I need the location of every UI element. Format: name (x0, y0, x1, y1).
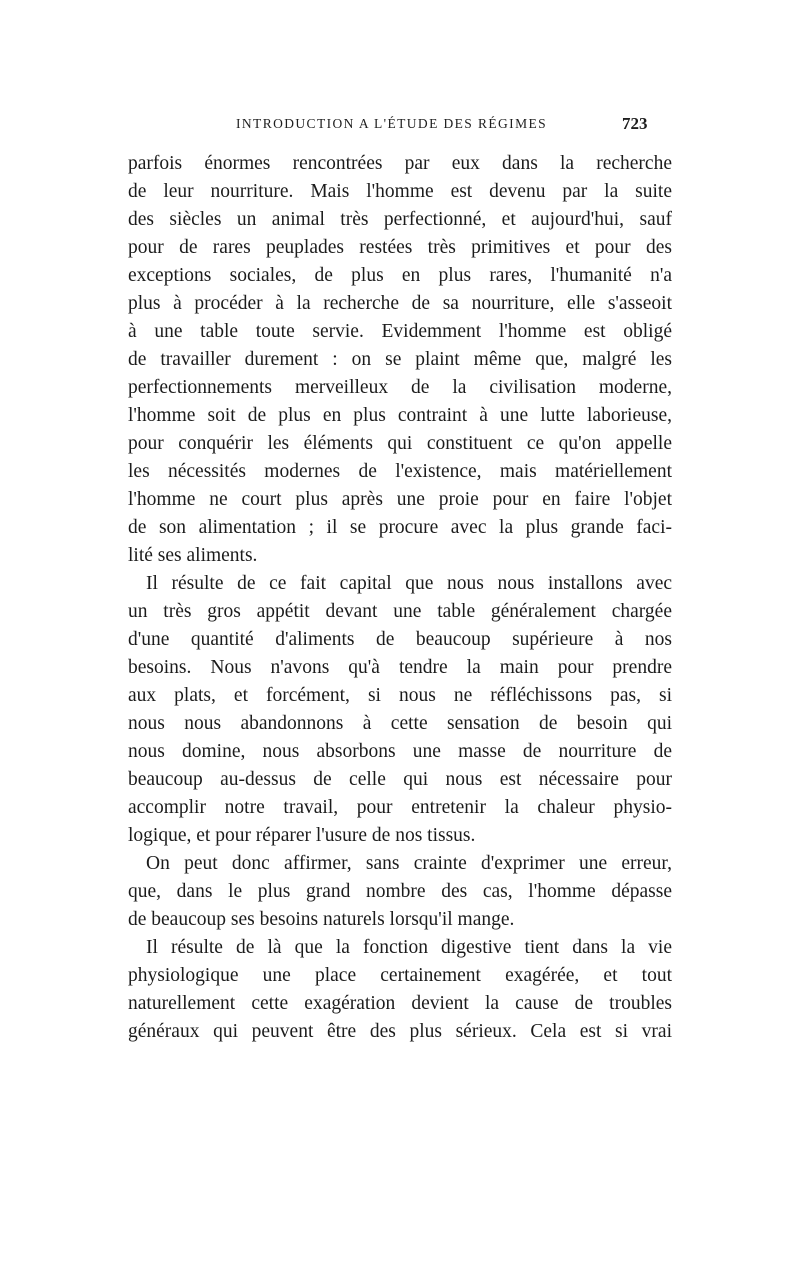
text-line: beaucoup au-dessus de celle qui nous est nécessaire pour (128, 769, 672, 790)
text-line: les nécessités modernes de l'existence, mais matériellement (128, 461, 672, 482)
text-line: nous nous abandonnons à cette sensation de besoin qui (128, 713, 672, 734)
text-line: besoins. Nous n'avons qu'à tendre la main pour prendre (128, 657, 672, 678)
text-line: de travailler durement : on se plaint même que, malgré les (128, 349, 672, 370)
text-line: nous domine, nous absorbons une masse de nourriture de (128, 741, 672, 762)
text-line: physiologique une place certainement exagérée, et tout (128, 965, 672, 986)
text-line: parfois énormes rencontrées par eux dans la recherche (128, 153, 672, 174)
text-line: l'homme ne court plus après une proie pour en faire l'objet (128, 489, 672, 510)
text-line: exceptions sociales, de plus en plus rares, l'humanité n'a (128, 265, 672, 286)
text-line: d'une quantité d'aliments de beaucoup supérieure à nos (128, 629, 672, 650)
text-line: lité ses aliments. (128, 545, 258, 566)
text-line: des siècles un animal très perfectionné, et aujourd'hui, sauf (128, 209, 672, 230)
text-line: de beaucoup ses besoins naturels lorsqu'il mange. (128, 909, 515, 930)
text-line: que, dans le plus grand nombre des cas, l'homme dépasse (128, 881, 672, 902)
text-line: logique, et pour réparer l'usure de nos tissus. (128, 825, 476, 846)
text-line: de son alimentation ; il se procure avec la plus grande faci- (128, 517, 672, 538)
text-line: perfectionnements merveilleux de la civilisation moderne, (128, 377, 672, 398)
text-line: de leur nourriture. Mais l'homme est devenu par la suite (128, 181, 672, 202)
text-line: plus à procéder à la recherche de sa nourriture, elle s'asseoit (128, 293, 672, 314)
text-line: généraux qui peuvent être des plus sérieux. Cela est si vrai (128, 1021, 672, 1042)
text-line: aux plats, et forcément, si nous ne réfléchissons pas, si (128, 685, 672, 706)
running-title: INTRODUCTION A L'ÉTUDE DES RÉGIMES (236, 116, 548, 131)
paragraph-first-line: Il résulte de là que la fonction digestive tient dans la vie (146, 937, 672, 958)
text-line: accomplir notre travail, pour entretenir la chaleur physio- (128, 797, 672, 818)
text-line: l'homme soit de plus en plus contraint à une lutte laborieuse, (128, 405, 672, 426)
paragraph-first-line: On peut donc affirmer, sans crainte d'exprimer une erreur, (146, 853, 672, 874)
text-line: à une table toute servie. Evidemment l'homme est obligé (128, 321, 672, 342)
page-number: 723 (622, 114, 648, 133)
text-line: pour de rares peuplades restées très primitives et pour des (128, 237, 672, 258)
text-line: un très gros appétit devant une table généralement chargée (128, 601, 672, 622)
text-line: pour conquérir les éléments qui constituent ce qu'on appelle (128, 433, 672, 454)
running-head (0, 116, 800, 140)
paragraph-first-line: Il résulte de ce fait capital que nous nous installons avec (146, 573, 672, 594)
text-line: naturellement cette exagération devient la cause de troubles (128, 993, 672, 1014)
